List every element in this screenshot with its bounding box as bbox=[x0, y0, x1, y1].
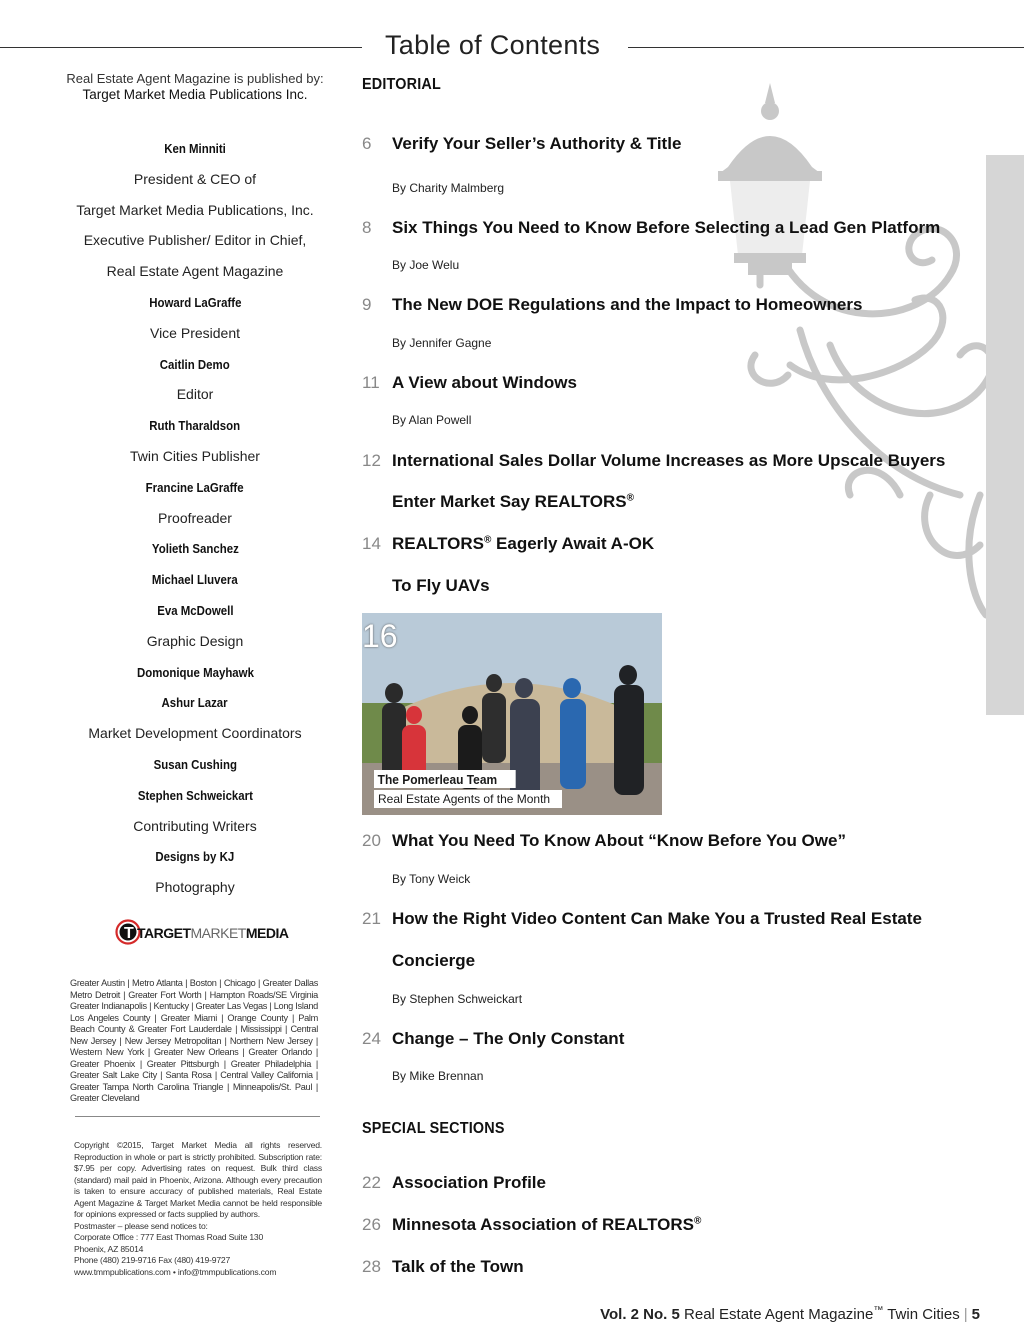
toc-byline: By Joe Welu bbox=[392, 258, 460, 272]
postmaster-line: Postmaster – please send notices to: bbox=[74, 1220, 208, 1231]
staff-row bbox=[40, 602, 350, 620]
toc-entry-title-cont bbox=[392, 492, 634, 512]
staff-role: Twin Cities Publisher bbox=[130, 448, 260, 464]
staff-name: Susan Cushing bbox=[153, 757, 237, 772]
editorial-heading: EDITORIAL bbox=[362, 76, 441, 93]
toc-byline: By Alan Powell bbox=[392, 413, 472, 427]
toc-title-text: What You Need To Know About “Know Before You Owe” bbox=[392, 831, 846, 850]
staff-name: Eva McDowell bbox=[156, 603, 234, 618]
staff-row bbox=[40, 232, 350, 250]
toc-title-part: REALTORS bbox=[392, 534, 484, 553]
special-entry-title bbox=[392, 1215, 701, 1235]
logo-wordmark bbox=[137, 925, 289, 941]
toc-title-text: Enter Market Say REALTORS bbox=[392, 492, 627, 511]
toc-page-number: 6 bbox=[362, 134, 372, 153]
publisher-line: Real Estate Agent Magazine is published by: bbox=[66, 71, 324, 86]
footer-separator: | bbox=[963, 1306, 968, 1323]
footer-volume: Vol. 2 No. 5 bbox=[600, 1306, 680, 1323]
publisher-name: Target Market Media Publications Inc. bbox=[82, 87, 308, 102]
toc-page-number: 11 bbox=[362, 373, 380, 392]
toc-page-number: 22 bbox=[362, 1173, 381, 1192]
staff-role: Executive Publisher/ Editor in Chief, bbox=[83, 232, 307, 249]
staff-row bbox=[40, 633, 350, 651]
staff-role: Proofreader bbox=[158, 509, 232, 526]
publisher-note bbox=[40, 71, 350, 103]
staff-role: Market Development Coordinators bbox=[88, 725, 302, 742]
staff-role: Contributing Writers bbox=[133, 817, 257, 834]
staff-name: Ken Minniti bbox=[164, 141, 226, 156]
toc-title-text: Change – The Only Constant bbox=[392, 1029, 625, 1048]
staff-row bbox=[40, 202, 350, 220]
toc-page-number: 21 bbox=[362, 909, 381, 928]
toc-page-number: 26 bbox=[362, 1215, 381, 1234]
staff-name: Stephen Schweickart bbox=[137, 787, 253, 803]
toc-title-text: The New DOE Regulations and the Impact to Homeowners bbox=[392, 295, 863, 314]
markets-list: Greater Austin | Metro Atlanta | Boston | Chicago | Greater Dallas Metro Detroit | Greater Fort Worth | Hampton Roads/SE Virginia Greater Indianapolis | Kentucky | Greater Las Vegas | Long Island Los Angeles County | Greater Miami | Orange County | Palm Beach County & Greater Fort Lauderdale | Mississippi | Central New Jersey | New Jersey Metropolitan | Northern New Jersey | Western New York | Greater New Orleans | Greater Orlando | Greater Phoenix | Greater Pittsburgh | Greater Philadelphia | Greater Salt Lake City | Santa Rosa | Central Valley California | Greater Tampa North Carolina Triangle | Minneapolis/St. Paul | Greater Cleveland bbox=[70, 978, 318, 1103]
office-web: www.tmmpublications.com • info@tmmpublications.com bbox=[74, 1266, 277, 1277]
toc-entry-title bbox=[392, 218, 940, 238]
page-title: Table of Contents bbox=[385, 30, 601, 60]
toc-title-text: Verify Your Seller’s Authority & Title bbox=[392, 134, 682, 153]
office-address: Corporate Office : 777 East Thomas Road Suite 130 bbox=[74, 1232, 264, 1242]
lamp-scrollwork bbox=[751, 229, 992, 615]
staff-row bbox=[40, 879, 350, 897]
logo-word-2: MARKET bbox=[190, 925, 246, 941]
special-title-text: Minnesota Association of REALTORS bbox=[392, 1215, 694, 1234]
target-market-media-logo bbox=[115, 918, 290, 946]
special-title-text: Talk of the Town bbox=[392, 1257, 524, 1276]
copyright-text: Copyright ©2015, Target Market Media all rights reserved. Reproduction in whole or part is strictly prohibited. Subscription rate: $7.95 per copy. Advertising rates on request. Bulk third class (standard) mail paid in Phoenix, Arizona. Although every precaution is taken to ensure accuracy of published materials, Real Estate Agent Magazine & Target Market Media cannot be held responsible for opinions expressed or facts supplied by authors. bbox=[74, 1140, 322, 1219]
staff-row bbox=[40, 818, 350, 836]
toc-page-number: 12 bbox=[362, 451, 381, 470]
office-phone: Phone (480) 219-9716 Fax (480) 419-9727 bbox=[74, 1255, 231, 1265]
staff-row bbox=[40, 725, 350, 743]
toc-title-text: Six Things You Need to Know Before Selecting a Lead Gen Platform bbox=[392, 218, 941, 237]
toc-byline: By Mike Brennan bbox=[392, 1069, 484, 1083]
staff-row bbox=[40, 417, 350, 435]
staff-row bbox=[40, 571, 350, 589]
staff-role: Photography bbox=[155, 879, 235, 896]
toc-entry-title bbox=[392, 134, 681, 154]
footer-city: Twin Cities bbox=[887, 1306, 960, 1323]
staff-row bbox=[40, 325, 350, 343]
special-title-text: Association Profile bbox=[392, 1173, 546, 1192]
registered-mark: ® bbox=[626, 492, 634, 504]
staff-name: Yolieth Sanchez bbox=[151, 541, 239, 557]
toc-entry-title bbox=[392, 373, 577, 393]
toc-page-number: 8 bbox=[362, 218, 372, 237]
toc-page-number: 14 bbox=[362, 534, 381, 553]
feature-page-number: 16 bbox=[362, 618, 398, 654]
toc-entry-title bbox=[392, 909, 922, 929]
staff-row bbox=[40, 356, 350, 374]
toc-title-text: International Sales Dollar Volume Increases as More Upscale Buyers bbox=[392, 451, 946, 470]
staff-row bbox=[40, 171, 350, 189]
staff-role: Target Market Media Publications, Inc. bbox=[76, 201, 314, 218]
staff-name: Ruth Tharaldson bbox=[149, 418, 241, 434]
toc-byline: By Tony Weick bbox=[392, 872, 471, 886]
special-entry-title bbox=[392, 1173, 546, 1193]
toc-title-text: A View about Windows bbox=[392, 373, 577, 392]
staff-name: Francine LaGraffe bbox=[146, 479, 244, 495]
toc-page-number: 9 bbox=[362, 295, 372, 314]
logo-t: T bbox=[124, 925, 134, 942]
toc-title-part: Eagerly Await A-OK bbox=[491, 534, 655, 553]
staff-row bbox=[40, 479, 350, 497]
staff-row bbox=[40, 694, 350, 712]
staff-row bbox=[40, 756, 350, 774]
registered-mark: ® bbox=[483, 534, 492, 546]
toc-entry-title bbox=[392, 831, 846, 851]
staff-name: Howard LaGraffe bbox=[148, 295, 242, 310]
office-city: Phoenix, AZ 85014 bbox=[74, 1243, 144, 1254]
staff-role: Real Estate Agent Magazine bbox=[106, 263, 284, 280]
street-lamp-illustration bbox=[700, 75, 1024, 715]
staff-row bbox=[40, 510, 350, 528]
staff-row bbox=[40, 386, 350, 404]
staff-row bbox=[40, 140, 350, 158]
footer-trademark: ™ bbox=[873, 1305, 884, 1316]
staff-name: Caitlin Demo bbox=[160, 356, 230, 372]
toc-byline: By Charity Malmberg bbox=[392, 181, 505, 195]
logo-word-3: MEDIA bbox=[245, 925, 289, 941]
toc-entry-title bbox=[392, 451, 945, 471]
special-entry-title bbox=[392, 1257, 524, 1277]
lamp-head bbox=[718, 83, 822, 275]
left-divider bbox=[75, 1116, 320, 1117]
footer-page-number: 5 bbox=[971, 1306, 980, 1323]
toc-page-number: 28 bbox=[362, 1257, 381, 1276]
footer-magazine: Real Estate Agent Magazine bbox=[684, 1306, 874, 1323]
staff-row bbox=[40, 787, 350, 805]
logo-word-1: TARGET bbox=[137, 925, 191, 941]
toc-entry-title bbox=[392, 295, 862, 315]
staff-row bbox=[40, 448, 350, 466]
toc-byline: By Stephen Schweickart bbox=[392, 992, 523, 1006]
staff-row bbox=[40, 664, 350, 682]
toc-entry-title-cont: To Fly UAVs bbox=[392, 576, 490, 595]
toc-page-number: 24 bbox=[362, 1029, 381, 1048]
copyright-block bbox=[74, 1140, 322, 1278]
lamp-post bbox=[986, 155, 1024, 715]
staff-role: Editor bbox=[176, 386, 214, 403]
header-rule-right bbox=[628, 47, 1024, 48]
toc-title-text: Concierge bbox=[392, 951, 476, 970]
page-footer bbox=[600, 1305, 980, 1323]
staff-name: Domonique Mayhawk bbox=[136, 664, 254, 680]
staff-name: Ashur Lazar bbox=[161, 695, 229, 711]
feature-caption-subtitle: Real Estate Agents of the Month bbox=[374, 790, 562, 808]
feature-caption-title: The Pomerleau Team bbox=[374, 770, 516, 788]
special-sections-heading: SPECIAL SECTIONS bbox=[362, 1120, 505, 1137]
staff-row bbox=[40, 263, 350, 281]
staff-row bbox=[40, 540, 350, 558]
staff-role: Graphic Design bbox=[146, 632, 244, 649]
staff-name: Michael Lluvera bbox=[152, 572, 238, 588]
staff-row bbox=[40, 294, 350, 312]
staff-role: Vice President bbox=[149, 324, 240, 341]
registered-mark: ® bbox=[693, 1215, 702, 1227]
toc-entry-title bbox=[392, 534, 654, 554]
toc-byline: By Jennifer Gagne bbox=[392, 336, 492, 350]
staff-row bbox=[40, 848, 350, 866]
toc-entry-title bbox=[392, 1029, 624, 1049]
toc-title-text: How the Right Video Content Can Make You a Trusted Real Estate bbox=[392, 909, 922, 928]
staff-name: Designs by KJ bbox=[155, 849, 235, 865]
toc-entry-title-cont bbox=[392, 951, 475, 971]
staff-role: President & CEO of bbox=[133, 170, 257, 187]
toc-page-number: 20 bbox=[362, 831, 381, 850]
header-rule-left bbox=[0, 47, 362, 48]
